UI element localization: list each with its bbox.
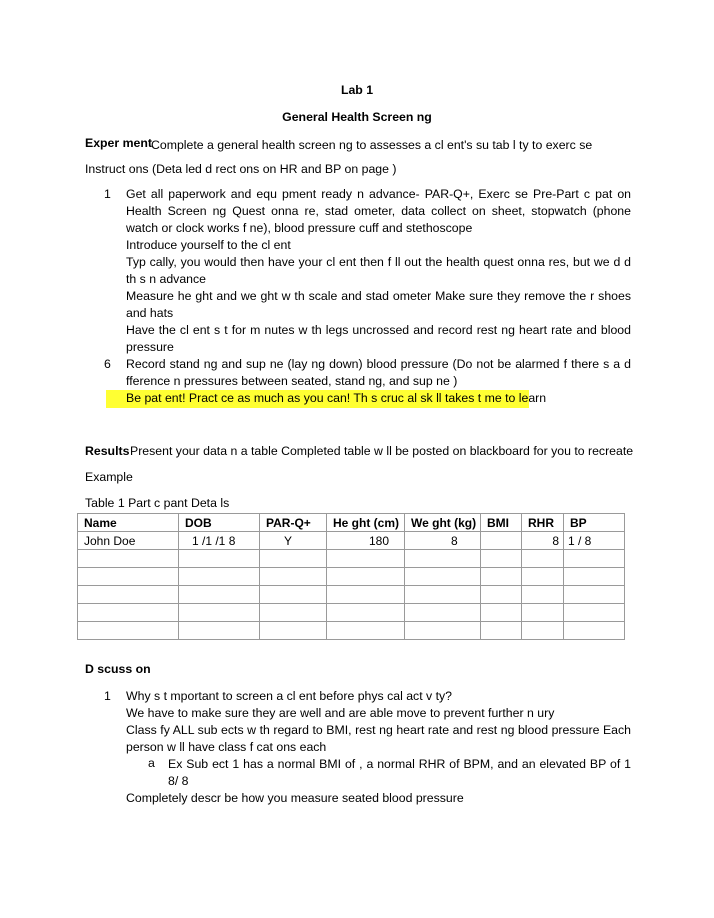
table-cell: 1 /1 /1 8 bbox=[179, 532, 260, 550]
table-cell: John Doe bbox=[78, 532, 179, 550]
instructions-heading: Instruct ons (Deta led d rect ons on HR and BP on page ) bbox=[85, 162, 397, 176]
table-cell bbox=[522, 550, 564, 568]
table-cell bbox=[522, 622, 564, 640]
table-cell bbox=[481, 604, 522, 622]
table-cell bbox=[564, 568, 625, 586]
page-subtitle: General Health Screen ng bbox=[282, 110, 432, 124]
col-header-bp: BP bbox=[564, 514, 625, 532]
table-row bbox=[78, 604, 625, 622]
table-cell bbox=[522, 604, 564, 622]
table-cell bbox=[405, 550, 481, 568]
table-cell bbox=[327, 604, 405, 622]
table-row bbox=[78, 568, 625, 586]
table-cell bbox=[78, 586, 179, 604]
col-header-bmi: BMI bbox=[481, 514, 522, 532]
table-cell bbox=[405, 568, 481, 586]
table-header-row bbox=[78, 514, 625, 532]
table-cell bbox=[481, 586, 522, 604]
step-item: Introduce yourself to the cl ent bbox=[126, 238, 291, 252]
experiment-text: Complete a general health screen ng to assesses a cl ent's su tab l ty to exerc se bbox=[151, 138, 593, 152]
table-cell bbox=[179, 550, 260, 568]
table-cell: 8 bbox=[405, 532, 481, 550]
table-cell bbox=[78, 622, 179, 640]
col-header-weight: We ght (kg) bbox=[405, 514, 481, 532]
table-cell: 8 bbox=[522, 532, 564, 550]
table-cell bbox=[78, 568, 179, 586]
table-cell bbox=[405, 604, 481, 622]
table-cell bbox=[522, 568, 564, 586]
step-number: 6 bbox=[104, 357, 111, 371]
table-cell bbox=[179, 604, 260, 622]
table-cell bbox=[78, 550, 179, 568]
table-cell: Y bbox=[260, 532, 327, 550]
table-row bbox=[78, 586, 625, 604]
table-cell bbox=[179, 586, 260, 604]
question-text: Why s t mportant to screen a cl ent before phys cal act v ty? bbox=[126, 689, 453, 703]
table-row bbox=[78, 550, 625, 568]
table-cell bbox=[481, 568, 522, 586]
table-cell bbox=[564, 550, 625, 568]
table-cell bbox=[522, 586, 564, 604]
step-item: Have the cl ent s t for m nutes w th legs uncrossed and record rest ng heart rate and blood pressure bbox=[126, 323, 631, 354]
step-item: Typ cally, you would then have your cl ent then f ll out the health quest onna res, but we d d th s n advance bbox=[126, 255, 631, 286]
table-row bbox=[78, 622, 625, 640]
col-header-dob: DOB bbox=[179, 514, 260, 532]
answer-text: We have to make sure they are well and are able move to prevent further n ury bbox=[126, 706, 555, 720]
step-item: Measure he ght and we ght w th scale and stad ometer Make sure they remove the r shoes and hats bbox=[126, 289, 631, 320]
col-header-name: Name bbox=[78, 514, 179, 532]
results-label: Results bbox=[85, 444, 130, 458]
table-cell bbox=[179, 622, 260, 640]
step-item: Record stand ng and sup ne (lay ng down) blood pressure (Do not be alarmed f there s a d fference n pressures between seated, stand ng, and sup ne ) bbox=[126, 357, 631, 388]
table-cell bbox=[260, 622, 327, 640]
sub-item-label: a bbox=[148, 756, 155, 770]
question-number: 1 bbox=[104, 689, 111, 703]
table-cell bbox=[260, 568, 327, 586]
describe-text: Completely descr be how you measure seated blood pressure bbox=[126, 791, 464, 805]
table-cell bbox=[327, 622, 405, 640]
table-cell bbox=[260, 604, 327, 622]
table-caption: Table 1 Part c pant Deta ls bbox=[85, 496, 230, 510]
participant-table bbox=[77, 513, 625, 640]
results-text: Present your data n a table Completed table w ll be posted on blackboard for you to recreate bbox=[130, 444, 634, 458]
table-cell bbox=[327, 586, 405, 604]
table-cell bbox=[327, 568, 405, 586]
col-header-rhr: RHR bbox=[522, 514, 564, 532]
table-cell bbox=[481, 532, 522, 550]
sub-item-text: Ex Sub ect 1 has a normal BMI of , a normal RHR of BPM, and an elevated BP of 1 8/ 8 bbox=[168, 757, 631, 788]
discussion-label: D scuss on bbox=[85, 662, 151, 676]
example-label: Example bbox=[85, 470, 133, 484]
page-title: Lab 1 bbox=[340, 83, 374, 97]
experiment-label: Exper ment bbox=[85, 136, 152, 150]
table-cell bbox=[78, 604, 179, 622]
table-cell bbox=[564, 622, 625, 640]
table-cell bbox=[405, 622, 481, 640]
table-cell bbox=[481, 550, 522, 568]
table-cell bbox=[405, 586, 481, 604]
table-row bbox=[78, 532, 625, 550]
table-cell bbox=[179, 568, 260, 586]
table-cell bbox=[481, 622, 522, 640]
table-cell bbox=[260, 586, 327, 604]
table-cell: 1 / 8 bbox=[564, 532, 625, 550]
table-cell bbox=[564, 604, 625, 622]
col-header-parq: PAR-Q+ bbox=[260, 514, 327, 532]
classify-text: Class fy ALL sub ects w th regard to BMI, rest ng heart rate and rest ng blood pressure Each person w ll have class f cat ons each bbox=[126, 723, 631, 754]
col-header-height: He ght (cm) bbox=[327, 514, 405, 532]
table-cell bbox=[327, 550, 405, 568]
step-number: 1 bbox=[104, 187, 111, 201]
step-item-highlighted: Be pat ent! Pract ce as much as you can! Th s cruc al sk ll takes t me to learn bbox=[126, 391, 547, 405]
table-cell: 180 bbox=[327, 532, 405, 550]
table-cell bbox=[260, 550, 327, 568]
step-item: Get all paperwork and equ pment ready n advance- PAR-Q+, Exerc se Pre-Part c pat on Health Screen ng Quest onna re, stad ometer, data collect on sheet, stopwatch (phone watch or clock works f ne), blood pressure cuff and stethoscope bbox=[126, 187, 631, 235]
table-cell bbox=[564, 586, 625, 604]
